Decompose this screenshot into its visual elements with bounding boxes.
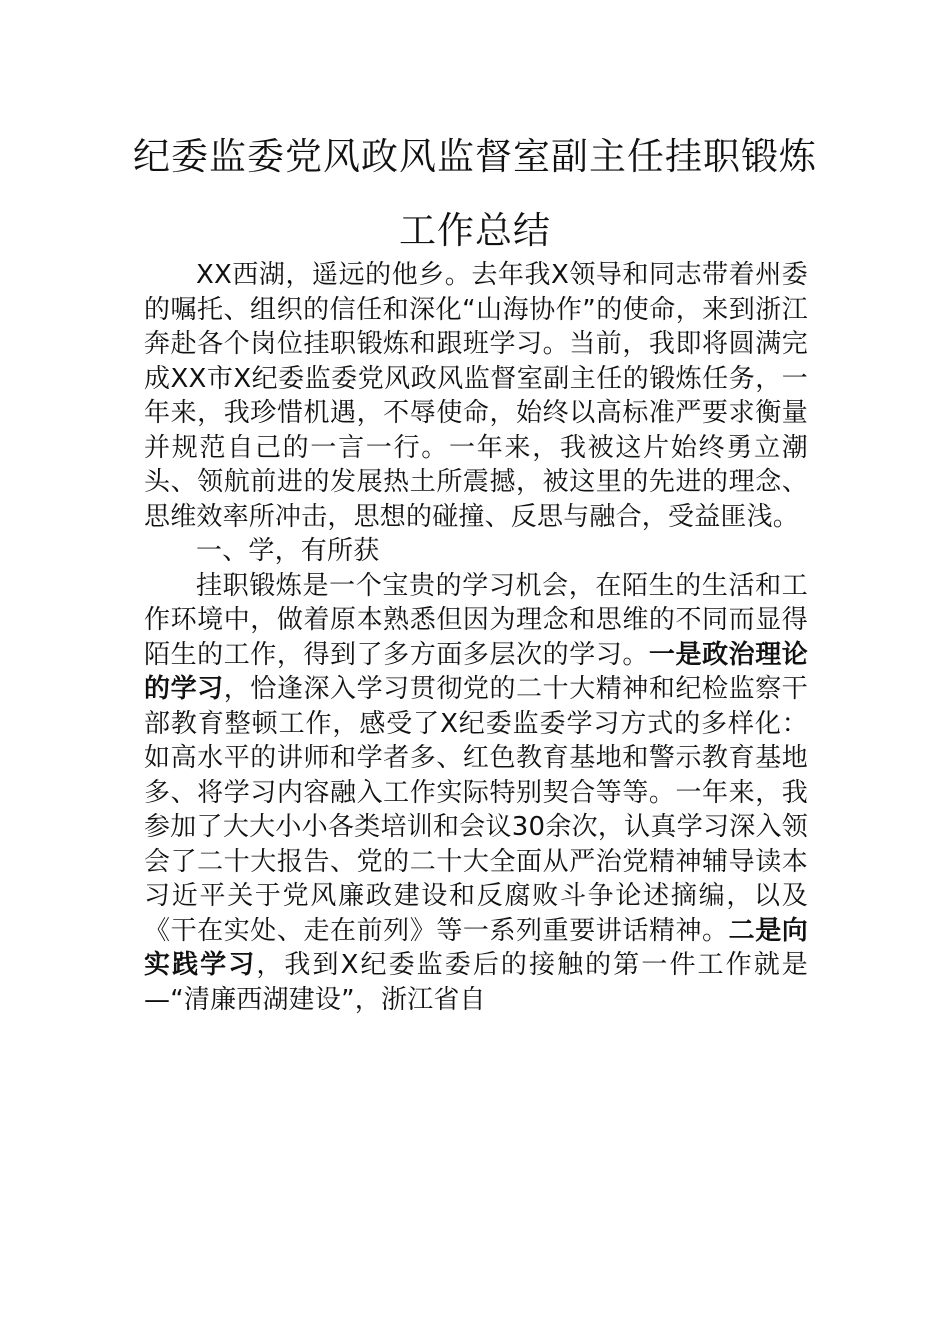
section-heading: 一、学，有所获: [196, 536, 380, 566]
intro-paragraph: XX西湖，遥远的他乡。去年我X领导和同志带着州委的嘱托、组织的信任和深化“山海协作”的使命，来到浙江奔赴各个岗位挂职锻炼和跟班学习。当前，我即将圆满完成XX市X纪委监委党风政风监督室副主任的锻炼任务，一年来，我珍惜机遇，不辱使命，始终以高标准严要求衡量并规范自己的一言一行。一年来，我被这片始终勇立潮头、领航前进的发展热土所震撼，被这里的先进的理念、思维效率所冲击，思想的碰撞、反思与融合，受益匪浅。: [144, 260, 808, 532]
bold-point-political-theory: 一是政治理论的学习: [144, 639, 808, 704]
bold-point-practice: 二是向实践学习: [144, 915, 808, 980]
learning-paragraph-text-b: ，恰逢深入学习贯彻党的二十大精神和纪检监察干部教育整顿工作，感受了X纪委监委学习方式的多样化：如高水平的讲师和学者多、红色教育基地和警示教育基地多、将学习内容融入工作实际特别契合等等。一年来，我参加了大大小小各类培训和会议30余次，认真学习深入领会了二十大报告、党的二十大全面从严治党精神辅导读本习近平关于党风廉政建设和反腐败斗争论述摘编，以及《干在实处、走在前列》等一系列重要讲话精神。: [144, 674, 808, 946]
learning-paragraph: [144, 569, 808, 1018]
document-body: [144, 258, 808, 1017]
document-title-line-1: 纪委监委党风政风监督室副主任挂职锻炼: [133, 135, 817, 178]
learning-paragraph-text-a: 挂职锻炼是一个宝贵的学习机会，在陌生的生活和工作环境中，做着原本熟悉但因为理念和思维的不同而显得陌生的工作，得到了多方面多层次的学习。: [144, 570, 808, 670]
document-title-line-2: 工作总结: [399, 209, 551, 252]
learning-paragraph-text-c: ，我到X纪委监委后的接触的第一件工作就是—“清廉西湖建设”，浙江省自: [144, 950, 808, 1015]
